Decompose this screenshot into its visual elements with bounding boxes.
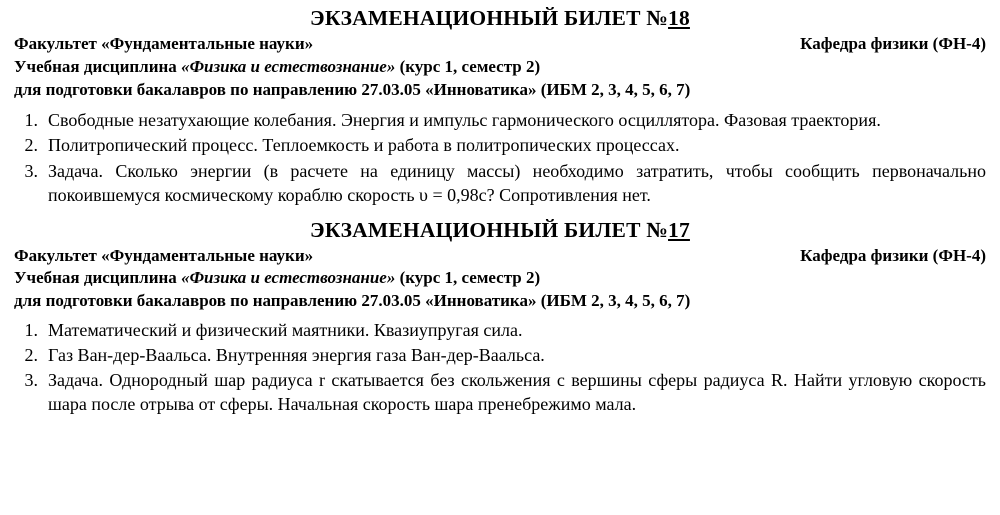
- ticket-2-discipline-name: «Физика и естествознание»: [181, 268, 396, 288]
- ticket-1-question-list: [14, 109, 986, 208]
- ticket-2-program-line: для подготовки бакалавров по направлению 27.03.05 «Инноватика» (ИБМ 2, 3, 4, 5, 6, 7): [14, 291, 691, 311]
- ticket-2-question-item: [14, 344, 986, 368]
- ticket-1-question-1-text: Свободные незатухающие колебания. Энергия и импульс гармонического осциллятора. Фазовая траектория.: [48, 109, 881, 130]
- ticket-2-question-1-text: Математический и физический маятники. Квазиупругая сила.: [48, 320, 523, 341]
- ticket-2-question-2-number: 2.: [24, 345, 38, 366]
- ticket-1-program-line: для подготовки бакалавров по направлению 27.03.05 «Инноватика» (ИБМ 2, 3, 4, 5, 6, 7): [14, 79, 691, 99]
- ticket-1-discipline-name: «Физика и естествознание»: [181, 56, 396, 76]
- exam-ticket-2: [14, 218, 986, 417]
- ticket-2-faculty: Факультет «Фундаментальные науки»: [14, 246, 314, 266]
- ticket-2-question-list: [14, 319, 986, 416]
- ticket-1-question-item: [14, 134, 986, 158]
- ticket-2-department: Кафедра физики (ФН-4): [800, 246, 986, 266]
- ticket-1-title: [14, 6, 986, 31]
- ticket-2-question-3-number: 3.: [24, 369, 38, 390]
- ticket-2-discipline-line: [14, 267, 986, 290]
- ticket-1-question-3-text: Задача. Сколько энергии (в расчете на единицу массы) необходимо затратить, чтобы сообщить первоначально покоившемуся космическому кораблю скорость υ = 0,98c? Сопротивления нет.: [48, 161, 986, 205]
- ticket-1-question-item: [14, 160, 986, 208]
- ticket-2-question-item: [14, 319, 986, 343]
- ticket-1-question-item: [14, 109, 986, 133]
- ticket-1-department: Кафедра физики (ФН-4): [800, 34, 986, 54]
- ticket-2-question-1-number: 1.: [24, 320, 38, 341]
- ticket-2-header-row: [14, 245, 986, 267]
- ticket-2-number: 17: [668, 217, 690, 242]
- ticket-2-discipline-suffix: (курс 1, семестр 2): [395, 268, 541, 288]
- ticket-1-faculty: Факультет «Фундаментальные науки»: [14, 34, 314, 54]
- ticket-1-discipline-prefix: Учебная дисциплина: [14, 56, 182, 76]
- ticket-1-question-2-number: 2.: [24, 135, 38, 156]
- ticket-1-question-2-text: Политропический процесс. Теплоемкость и работа в политропических процессах.: [48, 135, 680, 156]
- ticket-1-title-text: ЭКЗАМЕНАЦИОННЫЙ БИЛЕТ №: [310, 6, 669, 30]
- exam-ticket-1: [14, 6, 986, 208]
- ticket-2-question-item: [14, 369, 986, 417]
- ticket-2-title-text: ЭКЗАМЕНАЦИОННЫЙ БИЛЕТ №: [310, 217, 669, 242]
- ticket-1-question-1-number: 1.: [24, 109, 38, 130]
- ticket-2-question-3-text: Задача. Однородный шар радиуса r скатывается без скольжения с вершины сферы радиуса R. Найти угловую скорость шара после отрыва от сферы. Начальная скорость шара пренебрежимо мала.: [48, 369, 986, 414]
- ticket-1-discipline-line: [14, 56, 986, 79]
- ticket-1-number: 18: [668, 6, 690, 30]
- ticket-1-header-row: [14, 33, 986, 55]
- ticket-2-discipline-prefix: Учебная дисциплина: [14, 268, 182, 288]
- ticket-1-question-3-number: 3.: [24, 161, 38, 182]
- ticket-1-discipline-suffix: (курс 1, семестр 2): [395, 56, 541, 76]
- ticket-2-question-2-text: Газ Ван-дер-Ваальса. Внутренняя энергия газа Ван-дер-Ваальса.: [48, 345, 545, 366]
- ticket-2-title: [14, 218, 986, 243]
